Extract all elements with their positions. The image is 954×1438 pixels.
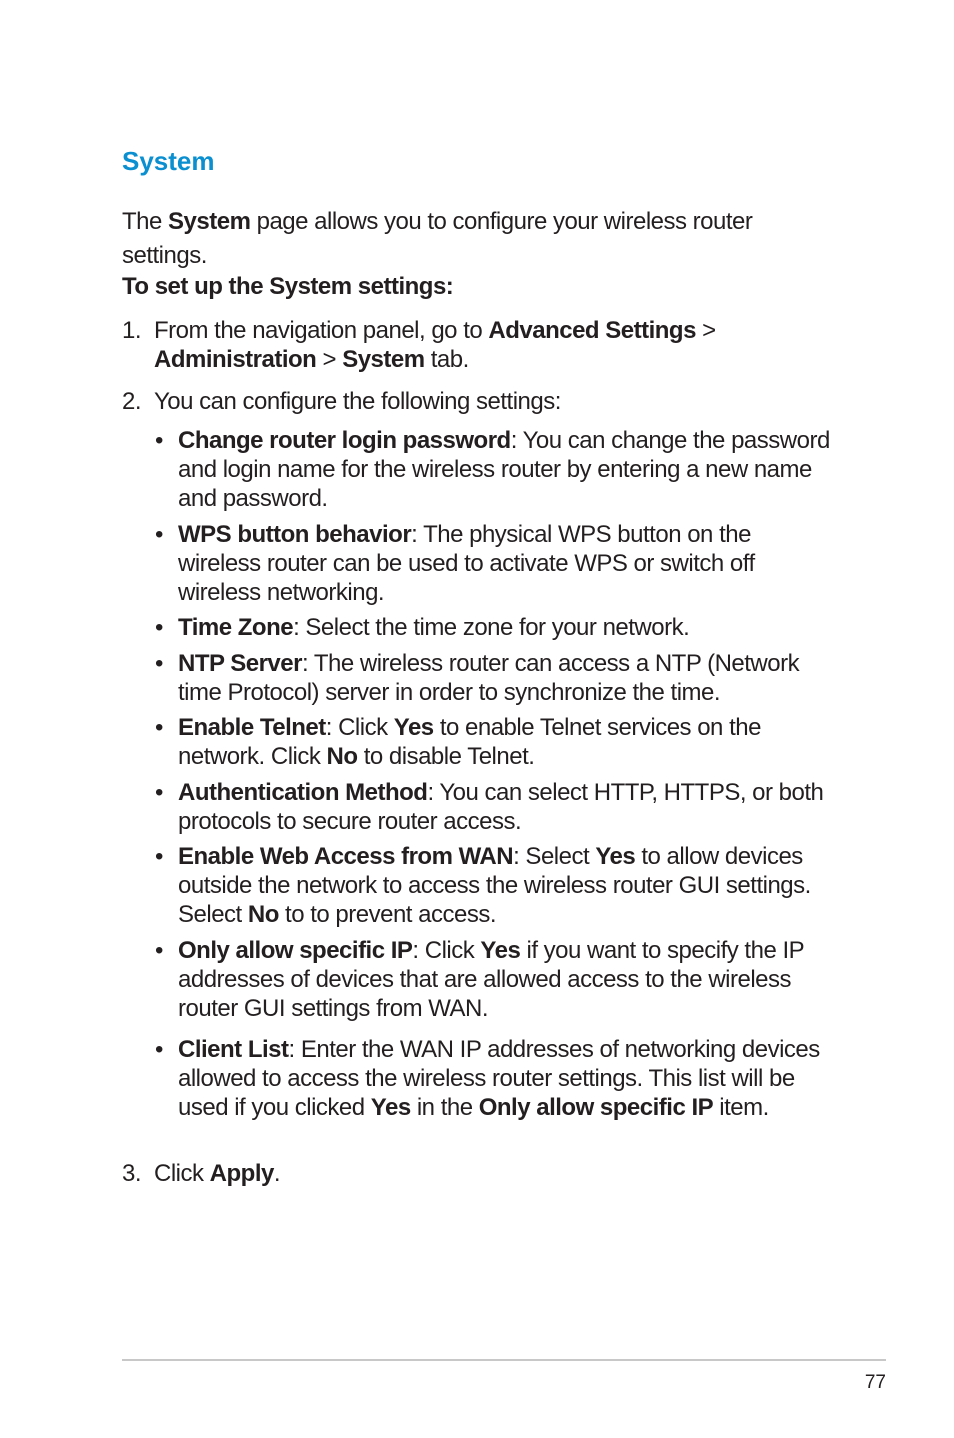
subheading: To set up the System settings: [122, 273, 454, 300]
bullet-bold: Yes [370, 1094, 411, 1121]
bullet-desc: : You can select HTTP, HTTPS, or both protocols to secure router access. [178, 779, 824, 835]
footer-divider [122, 1359, 886, 1361]
step-text-part: . [273, 1160, 281, 1187]
section-title: System [122, 146, 215, 176]
bullet-desc: to enable Telnet services on the network. Click [178, 714, 761, 770]
intro-text: page allows you to configure your wireless router settings. [122, 208, 753, 269]
bullet-desc: : You can change the password and login name for the wireless router by entering a new name and password. [178, 427, 830, 512]
bullet-desc: in the [410, 1094, 479, 1121]
bullet-desc: : Select the time zone for your network. [293, 614, 690, 641]
step-text-part: > [316, 346, 343, 373]
bullet-text [178, 778, 838, 836]
bullet-desc: : The wireless router can access a NTP (Network time Protocol) server in order to synchronize the time. [178, 650, 800, 706]
bullet-dot: • [155, 843, 163, 870]
bullet-text [178, 1035, 838, 1122]
step-text-part: From the navigation panel, go to [154, 317, 489, 344]
step-text [154, 316, 834, 374]
step-text [154, 1159, 834, 1188]
bullet-desc: to allow devices outside the network to access the wireless router GUI settings. Select [178, 843, 811, 928]
bullet-desc: : Select [513, 843, 596, 870]
bullet-dot: • [155, 614, 163, 641]
bullet-dot: • [155, 1036, 163, 1063]
bullet-text [178, 649, 838, 707]
bullet-desc: to to prevent access. [278, 901, 496, 928]
bullet-term: Client List [178, 1036, 289, 1063]
bullet-bold: No [326, 743, 358, 770]
bullet-dot: • [155, 714, 163, 741]
step-bold: Apply [209, 1160, 274, 1187]
bullet-desc: to disable Telnet. [357, 743, 535, 770]
step-number: 3. [122, 1160, 142, 1187]
intro-paragraph [122, 205, 822, 273]
bullet-term: Enable Telnet [178, 714, 326, 741]
step-bold: Advanced Settings [488, 317, 696, 344]
bullet-term: Change router login password [178, 427, 511, 454]
bullet-bold: No [247, 901, 279, 928]
bullet-bold: Only allow specific IP [478, 1094, 714, 1121]
bullet-term: Enable Web Access from WAN [178, 843, 514, 870]
bullet-dot: • [155, 521, 163, 548]
bullet-term: NTP Server [178, 650, 302, 677]
bullet-text [178, 842, 838, 929]
step-number: 1. [122, 317, 142, 344]
bullet-desc: : Enter the WAN IP addresses of networking devices allowed to access the wireless router settings. This list will be used if you clicked [178, 1036, 820, 1121]
bullet-dot: • [155, 650, 163, 677]
bullet-term: Authentication Method [178, 779, 428, 806]
bullet-dot: • [155, 427, 163, 454]
step-text: You can configure the following settings: [154, 388, 561, 415]
step-bold: Administration [154, 346, 317, 373]
bullet-bold: Yes [480, 937, 521, 964]
bullet-text [178, 936, 838, 1023]
bullet-text [178, 520, 838, 607]
bullet-dot: • [155, 779, 163, 806]
step-text-part: tab. [424, 346, 469, 373]
bullet-term: WPS button behavior [178, 521, 412, 548]
bullet-desc: : Click [412, 937, 481, 964]
intro-bold: System [168, 208, 251, 235]
bullet-text [178, 613, 838, 642]
step-text-part: Click [154, 1160, 210, 1187]
bullet-desc: item. [713, 1094, 769, 1121]
bullet-text [178, 426, 838, 513]
page-number: 77 [864, 1372, 886, 1393]
bullet-term: Only allow specific IP [178, 937, 413, 964]
bullet-term: Time Zone [178, 614, 294, 641]
bullet-text [178, 713, 838, 771]
step-text-part: > [695, 317, 716, 344]
bullet-desc: : Click [325, 714, 394, 741]
bullet-dot: • [155, 937, 163, 964]
bullet-desc: if you want to specify the IP addresses of devices that are allowed access to the wireless router GUI settings from WAN. [178, 937, 804, 1022]
step-bold: System [342, 346, 425, 373]
bullet-desc: : The physical WPS button on the wireless router can be used to activate WPS or switch off wireless networking. [178, 521, 755, 606]
bullet-bold: Yes [393, 714, 434, 741]
intro-text: The [122, 208, 169, 235]
bullet-bold: Yes [595, 843, 636, 870]
step-number: 2. [122, 388, 142, 415]
